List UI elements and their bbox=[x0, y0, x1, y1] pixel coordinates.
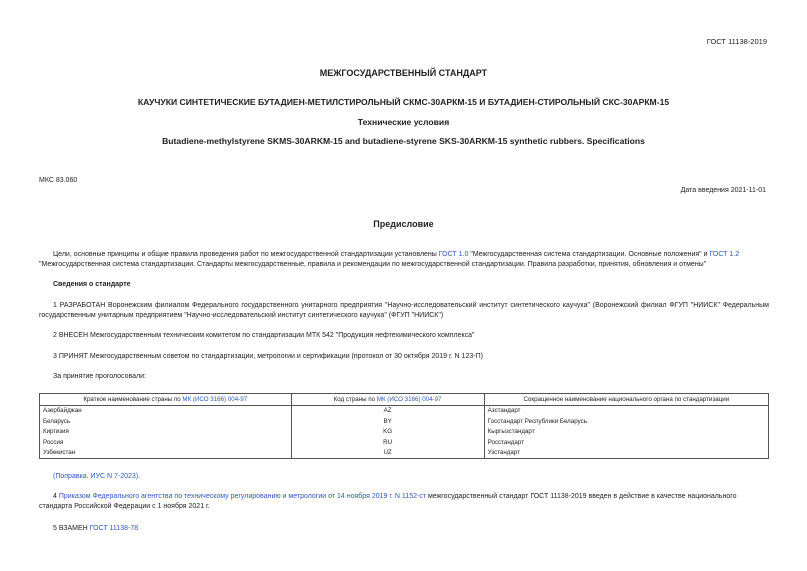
code-cell: BY bbox=[291, 416, 484, 427]
table-row bbox=[40, 427, 769, 438]
header-country-text: Краткое наименование страны по bbox=[83, 395, 183, 403]
standard-subtitle: Технические условия bbox=[357, 117, 450, 127]
document-code: ГОСТ 11138-2019 bbox=[706, 37, 767, 46]
gost-1-2-link[interactable]: ГОСТ 1.2 bbox=[709, 251, 740, 258]
preface-text-1: Цели, основные принципы и общие правила проведения работ по межгосударственной стандартизации установлены bbox=[53, 251, 439, 258]
body-cell: Узстандарт bbox=[484, 448, 768, 459]
body-cell: Росстандарт bbox=[484, 437, 768, 448]
amendment-link[interactable]: (Поправка. ИУС N 7-2023). bbox=[53, 473, 141, 480]
table-row bbox=[40, 448, 769, 459]
mk-iso-link[interactable]: МК (ИСО 3166) 004-97 bbox=[182, 395, 248, 403]
mks-code: МКС 83.060 bbox=[39, 177, 78, 184]
order-paragraph bbox=[39, 492, 769, 512]
order-text: межгосударственный стандарт ГОСТ 11138-2019 введен в действие в качестве национального стандарта Российской Федерации с 1 ноября 2021 г. bbox=[39, 493, 737, 510]
table-row bbox=[40, 405, 769, 416]
code-cell: AZ bbox=[291, 405, 484, 416]
voted-paragraph: За принятие проголосовали: bbox=[53, 373, 146, 380]
header-country bbox=[40, 394, 292, 406]
country-cell: Россия bbox=[40, 437, 292, 448]
gost-1-0-link[interactable]: ГОСТ 1.0 bbox=[438, 251, 469, 258]
gost-11138-78-link[interactable]: ГОСТ 11138-78 bbox=[89, 525, 139, 532]
replaces-paragraph bbox=[39, 524, 769, 534]
body-cell: Азстандарт bbox=[484, 405, 768, 416]
code-cell: RU bbox=[291, 437, 484, 448]
table-row bbox=[40, 437, 769, 448]
mk-iso-link[interactable]: МК (ИСО 3166) 004-97 bbox=[376, 395, 442, 403]
body-cell: Кыргызстандарт bbox=[484, 427, 768, 438]
preface-heading: Предисловие bbox=[373, 219, 434, 229]
developed-paragraph: 1 РАЗРАБОТАН Воронежским филиалом Федерального государственного унитарного предприятия "Научно-исследовательский институт синтетического каучука" (Воронежский филиал ФГУП "НИИСК" Федеральным государственным унитарным предприятием "Научно-исследовательский институт синтетического каучука" (ФГУП "НИИСК") bbox=[39, 302, 769, 319]
country-cell: Узбекистан bbox=[40, 448, 292, 459]
preface-text-2: "Межгосударственная система стандартизации. Основные положения" и bbox=[468, 251, 710, 258]
country-cell: Киргизия bbox=[40, 427, 292, 438]
country-cell: Азербайджан bbox=[40, 405, 292, 416]
country-cell: Беларусь bbox=[40, 416, 292, 427]
body-cell: Госстандарт Республики Беларусь bbox=[484, 416, 768, 427]
preface-text-3: "Межгосударственная система стандартизации. Стандарты межгосударственные, правила и рекомендации по межгосударственной стандартизации. Правила разработки, принятия, обновления и отмены" bbox=[39, 261, 707, 268]
header-code bbox=[291, 394, 484, 406]
replaces-text: 5 ВЗАМЕН bbox=[53, 525, 90, 532]
table-header-row bbox=[40, 394, 769, 406]
introduced-paragraph: 2 ВНЕСЕН Межгосударственным техническим комитетом по стандартизации МТК 542 "Продукция нефтехимического комплекса" bbox=[53, 332, 475, 339]
header-code-text: Код страны по bbox=[333, 395, 377, 403]
header-body: Сокращенное наименование национального органа по стандартизации bbox=[484, 394, 768, 406]
order-number: 4 bbox=[53, 493, 59, 500]
order-link[interactable]: Приказом Федерального агентства по техническому регулированию и метрологии от 14 ноября 2019 г. N 1152-ст bbox=[58, 493, 427, 500]
table-row bbox=[40, 416, 769, 427]
preface-paragraph bbox=[39, 250, 769, 270]
code-cell: UZ bbox=[291, 448, 484, 459]
countries-table bbox=[39, 393, 769, 459]
adopted-paragraph: 3 ПРИНЯТ Межгосударственным советом по стандартизации, метрологии и сертификации (протокол от 30 октября 2019 г. N 123-П) bbox=[53, 353, 483, 360]
standard-info-heading: Сведения о стандарте bbox=[53, 281, 131, 288]
standard-type-heading: МЕЖГОСУДАРСТВЕННЫЙ СТАНДАРТ bbox=[319, 68, 488, 78]
intro-date: Дата введения 2021-11-01 bbox=[680, 187, 766, 194]
standard-title-en: Butadiene-methylstyrene SKMS-30ARKM-15 and butadiene-styrene SKS-30ARKM-15 synthetic rubbers. Specifications bbox=[162, 136, 645, 146]
amendment-paragraph bbox=[39, 472, 769, 482]
code-cell: KG bbox=[291, 427, 484, 438]
standard-title-ru: КАУЧУКИ СИНТЕТИЧЕСКИЕ БУТАДИЕН-МЕТИЛСТИРОЛЬНЫЙ СКМС-30АРКМ-15 И БУТАДИЕН-СТИРОЛЬНЫЙ СКС-30АРКМ-15 bbox=[137, 97, 670, 107]
